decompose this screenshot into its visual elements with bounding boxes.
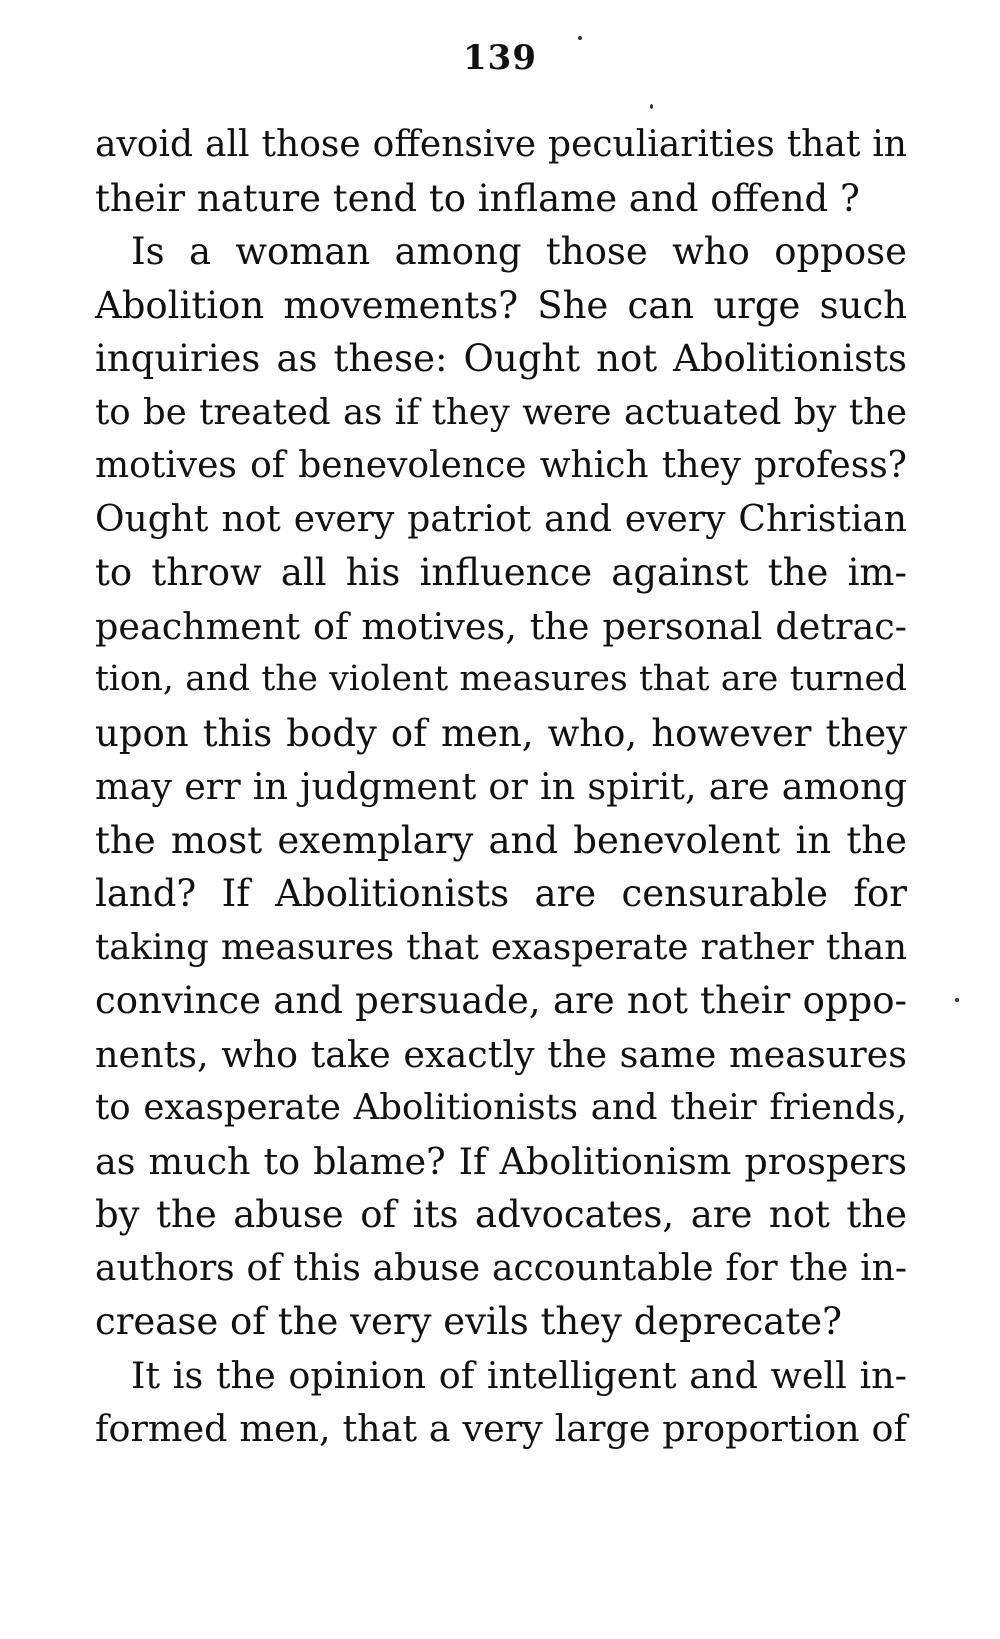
text-line: taking measures that exasperate rather than xyxy=(95,926,907,968)
text-line: authors of this abuse accountable for the in- xyxy=(95,1247,907,1289)
text-line: avoid all those offensive peculiarities that in xyxy=(95,124,907,165)
body-text xyxy=(95,118,907,1456)
text-line: Is a woman among those who oppose xyxy=(131,230,907,273)
text-line: motives of benevolence which they profess? xyxy=(95,445,907,486)
text-line: nents, who take exactly the same measures xyxy=(95,1032,907,1076)
print-speck xyxy=(578,36,582,40)
print-speck xyxy=(955,998,959,1002)
text-line: formed men, that a very large proportion of xyxy=(95,1407,907,1450)
text-line: their nature tend to inflame and offend ? xyxy=(95,176,860,220)
text-line: tion, and the violent measures that are turned xyxy=(95,659,907,699)
page-number: 139 xyxy=(463,38,537,78)
text-line: peachment of motives, the personal detrac- xyxy=(95,604,907,648)
text-line: by the abuse of its advocates, are not the xyxy=(95,1193,907,1236)
text-line: Ought not every patriot and every Christian xyxy=(95,498,907,540)
text-line: crease of the very evils they deprecate? xyxy=(95,1300,842,1343)
text-line: land? If Abolitionists are censurable for xyxy=(95,872,907,915)
text-line: to exasperate Abolitionists and their friends, xyxy=(95,1087,907,1128)
print-speck xyxy=(650,104,653,109)
text-line: upon this body of men, who, however they xyxy=(95,711,907,755)
text-line: to throw all his influence against the im- xyxy=(95,551,907,594)
text-line: convince and persuade, are not their oppo- xyxy=(95,979,907,1022)
text-line: It is the opinion of intelligent and well in- xyxy=(131,1353,907,1397)
text-line: inquiries as these: Ought not Abolitionists xyxy=(95,337,907,380)
text-line: may err in judgment or in spirit, are among xyxy=(95,765,907,808)
text-line: to be treated as if they were actuated by the xyxy=(95,391,907,433)
text-line: the most exemplary and benevolent in the xyxy=(95,818,907,862)
text-line: as much to blame? If Abolitionism prospers xyxy=(95,1139,907,1183)
text-line: Abolition movements? She can urge such xyxy=(95,283,907,327)
